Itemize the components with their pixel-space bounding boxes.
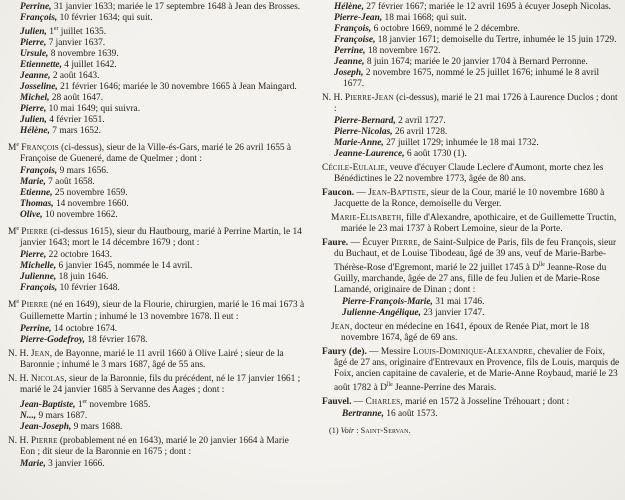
text-segment: 18 mai 1668; qui suit.	[382, 13, 467, 23]
text-segment: 2 août 1643.	[50, 71, 100, 82]
text-segment: 23 janvier 1747.	[420, 308, 485, 319]
text-segment: , sieur de la Baronnie, fils du précédent, né le 17 janvier 1661 ; marié le 24 janvier 1685 à Servanne des Aages ; dont :	[20, 373, 301, 395]
entry-child	[322, 24, 620, 35]
entry-family	[322, 238, 620, 296]
text-segment: Pierre-François-Marie,	[342, 297, 433, 308]
entry-child	[8, 199, 306, 210]
text-segment: Perrine,	[334, 46, 366, 56]
text-segment: Fauvel.	[322, 397, 352, 408]
text-segment: 9 mars 1688.	[71, 421, 123, 432]
entry-child	[322, 57, 620, 68]
entry-family	[322, 188, 620, 210]
entry-child	[8, 250, 306, 261]
text-segment: 7 mars 1652.	[49, 126, 101, 137]
text-segment: Michel,	[20, 93, 50, 104]
text-segment: Ursule,	[20, 49, 49, 60]
text-segment: 10 février 1648.	[57, 283, 120, 294]
text-segment: Jean-Baptiste	[368, 188, 427, 198]
entry-child	[8, 177, 306, 188]
text-segment: 4 juillet 1642.	[61, 60, 117, 71]
text-segment: 26 avril 1728.	[392, 127, 448, 137]
entry-para	[8, 297, 306, 322]
text-segment: Julien,	[20, 27, 47, 38]
text-segment: —	[354, 188, 369, 198]
text-segment: Faucon.	[322, 188, 355, 198]
entry-child2	[322, 409, 620, 420]
text-segment: Jean-Joseph,	[20, 421, 72, 432]
text-segment: Jeanne,	[20, 71, 51, 82]
text-segment: 2 avril 1727.	[395, 116, 446, 126]
text-segment: 6 janvier 1645, nommée le 14 avril.	[56, 261, 193, 272]
text-segment: François,	[20, 283, 58, 294]
text-segment: Pierre-Godefroy,	[20, 334, 85, 345]
text-segment: Pierre-Jean	[344, 93, 394, 103]
entry-para2	[322, 322, 620, 344]
text-segment: 21 février 1646; mariée le 30 novembre 1665 à Jean Maingard.	[57, 82, 297, 93]
text-segment: 8 juin 1674; mariée le 20 janvier 1704 à Bernard Perronne.	[364, 57, 588, 67]
text-segment: Saint-Servan	[360, 426, 409, 436]
entry-child	[8, 188, 306, 199]
text-segment: 6 octobre 1669, nommé le 2 décembre.	[371, 24, 520, 34]
entry-child	[8, 166, 306, 177]
entry-child	[8, 93, 306, 104]
text-segment: Pierre	[21, 300, 48, 311]
entry-child	[8, 38, 306, 49]
text-segment: — Écuyer	[348, 238, 392, 248]
entry-child2	[322, 297, 620, 308]
text-segment: Pierre	[30, 435, 58, 446]
text-segment: , fille d'Alexandre, apothicaire, et de Guillemette Tructin, mariée le 23 mai 1737 à Robert Lemoine, sieur de la Porte.	[341, 213, 617, 234]
text-segment: 18 février 1678.	[85, 334, 148, 345]
text-segment: N. H.	[322, 93, 345, 103]
entry-para	[8, 436, 306, 458]
text-segment: Marie,	[20, 177, 46, 188]
entry-child	[322, 35, 620, 46]
text-segment: 4 février 1651.	[46, 115, 105, 126]
entry-child	[8, 324, 306, 335]
text-segment: novembre 1685.	[87, 399, 151, 410]
entry-child	[8, 71, 306, 82]
entry-child	[8, 210, 306, 221]
text-segment: e	[16, 299, 19, 306]
entry-child	[8, 335, 306, 346]
text-segment: Julien,	[20, 115, 47, 126]
right-column	[322, 2, 620, 436]
text-segment: er	[53, 26, 59, 32]
text-segment: 1	[75, 399, 83, 410]
text-segment: 14 novembre 1660.	[53, 199, 129, 210]
text-segment: (né en 1649), sieur de la Flourie, chirurgien, marié le 16 mai 1673 à Guillemette Martin ; inhumé le 13 novembre 1678. Il eut :	[20, 300, 305, 322]
text-segment: 18 juin 1646.	[56, 272, 109, 283]
text-segment: Pierre-Nicolas,	[334, 127, 393, 137]
text-segment: 31 janvier 1633; mariée le 17 septembre 1648 à Jean des Brosses.	[51, 2, 301, 12]
text-segment: Voir	[340, 426, 355, 436]
text-segment: e	[16, 142, 19, 149]
text-segment: Jean	[30, 348, 50, 359]
entry-child	[8, 82, 306, 93]
footnote	[329, 425, 620, 436]
entry-child	[322, 116, 620, 127]
text-segment: — Messire	[366, 347, 413, 358]
text-segment: Marie-Elisabeth	[331, 213, 402, 223]
entry-child	[322, 127, 620, 138]
text-segment: 9 mars 1687.	[36, 410, 88, 421]
text-segment: 16 août 1573.	[383, 409, 438, 420]
text-segment: 25 novembre 1659.	[52, 188, 128, 199]
text-segment: Hélène,	[334, 2, 364, 12]
text-segment: 18 janvier 1671; demoiselle du Tertre, inhumée le 15 juin 1729.	[375, 35, 617, 45]
text-segment: Jean	[331, 322, 350, 333]
text-segment: 14 octobre 1674.	[51, 323, 118, 334]
entry-child	[322, 46, 620, 57]
entry-child	[8, 60, 306, 71]
text-segment: 27 février 1667; mariée le 12 avril 1695 à écuyer Joseph Nicolas.	[363, 2, 612, 12]
text-segment: Hélène,	[20, 126, 50, 137]
entry-child	[8, 261, 306, 272]
entry-child	[8, 104, 306, 115]
entry-child2	[322, 308, 620, 319]
text-segment: Etienne,	[20, 188, 53, 199]
text-segment: (probablement né en 1643), marié le 20 janvier 1664 à Marie Eon ; dit sieur de la Baronnie en 1675 ; dont :	[20, 435, 289, 457]
text-segment: Perrine,	[20, 323, 52, 334]
text-segment: Perrine,	[20, 2, 52, 12]
text-segment: , docteur en médecine en 1641, époux de Renée Piat, mort le 18 novembre 1674, âgé de 69 ans.	[341, 322, 590, 344]
text-segment: Marie,	[20, 458, 46, 469]
text-segment: Nicolas	[30, 373, 65, 384]
text-segment: Olive,	[20, 210, 43, 221]
text-segment: 10 novembre 1662.	[42, 210, 118, 221]
text-segment: Pierre,	[20, 104, 47, 115]
entry-child	[8, 126, 306, 137]
text-segment: François,	[334, 24, 372, 34]
entry-child	[322, 2, 620, 13]
text-segment: N...,	[20, 410, 37, 421]
entry-child	[322, 68, 620, 90]
entry-child	[8, 24, 306, 38]
text-segment: Thomas,	[20, 199, 54, 210]
left-column	[8, 2, 306, 470]
entry-child	[8, 49, 306, 60]
text-segment: (1)	[329, 426, 341, 436]
entry-para	[8, 349, 306, 371]
text-segment: lle	[539, 262, 545, 268]
entry-para	[322, 93, 620, 115]
text-segment: Françoise,	[334, 35, 376, 45]
text-segment: 2 novembre 1675, nommé le 25 juillet 1676; inhumé le 8 avril 1677.	[343, 68, 600, 89]
text-segment: 6 août 1730 (1).	[404, 149, 467, 159]
text-segment: , veuve d'écuyer Claude Leclere d'Aumont, morte chez les Bénédictines le 22 novembre 1773, âgée de 80 ans.	[334, 163, 604, 184]
text-segment: Jeanne-Laurence,	[334, 149, 405, 159]
entry-child	[8, 422, 306, 433]
text-segment: (ci-dessus), marié le 21 mai 1726 à Laurence Duclos ; dont :	[334, 93, 618, 114]
text-segment: François,	[20, 166, 58, 177]
entry-child	[8, 397, 306, 411]
text-segment: 28 août 1647.	[49, 93, 104, 104]
text-segment: Julienne-Angélique,	[342, 308, 421, 319]
text-segment: —	[351, 397, 366, 408]
text-segment: 3 janvier 1666.	[45, 458, 105, 469]
text-segment: :	[354, 426, 361, 436]
entry-para	[322, 163, 620, 185]
text-segment: M	[8, 143, 17, 154]
text-segment: Charles	[365, 397, 401, 408]
entry-family	[322, 397, 620, 408]
text-segment: , de Bayonne, marié le 11 avril 1660 à Olive Lairé ; sieur de la Baronnie ; inhumé le 3 mars 1687, âgé de 55 ans.	[20, 348, 284, 370]
text-segment: , marié en 1572 à Josseline Tréhouart ; dont :	[400, 397, 570, 408]
text-segment: M	[8, 300, 17, 311]
text-segment: Jeanne-Perrine des Marais.	[392, 383, 497, 394]
text-segment: , chevalier de Foix, âgé de 27 ans, originaire d'Entrevaux en Provence, fils de Louis, marquis de Foix, ancien capitaine de cavalerie, et de Marie-Anne Roybaud, marié le 23 août 1782 à D	[334, 347, 620, 394]
text-segment: 10 février 1634; qui suit.	[57, 13, 153, 23]
text-segment: Pierre,	[20, 38, 47, 49]
text-segment: (ci-dessus), sieur de la Ville-és-Gars, marié le 26 avril 1655 à Françoise de Gueneré, dame de Quelmer ; dont :	[20, 143, 292, 165]
text-segment: Josseline,	[20, 82, 58, 93]
text-segment: Jean-Baptiste,	[20, 399, 76, 410]
text-segment: Pierre,	[20, 250, 47, 261]
text-segment: Jeanne,	[334, 57, 365, 67]
text-segment: 18 novembre 1672.	[365, 46, 441, 56]
text-segment: Bertranne,	[342, 409, 384, 420]
text-segment: lle	[386, 382, 393, 389]
entry-child	[8, 2, 306, 13]
text-segment: N. H.	[8, 373, 31, 384]
text-segment: François	[21, 143, 59, 154]
text-segment: 27 juillet 1729; inhumée le 18 mai 1732.	[383, 138, 539, 148]
entry-para	[8, 374, 306, 396]
text-segment: 8 novembre 1639.	[48, 49, 119, 60]
text-segment: Pierre-Bernard,	[334, 116, 396, 126]
text-segment: Faure.	[322, 238, 349, 248]
text-segment: N. H.	[8, 348, 31, 359]
text-segment: 7 août 1658.	[45, 177, 95, 188]
text-segment: Joseph,	[334, 68, 364, 78]
text-segment: Jeanne-Rose du Guilly, marchande, âgée de 27 ans, fille de feu Julien et de Marie-Rose Lamandé, originaire de Dinan ; dont :	[334, 263, 607, 296]
text-segment: Cécile-Eulalie	[322, 163, 385, 173]
text-segment: Louis-Dominique-Alexandre	[412, 347, 533, 358]
text-segment: Faury (de).	[322, 347, 367, 358]
text-segment: e	[16, 226, 19, 233]
entry-para	[8, 224, 306, 249]
text-segment: Pierre	[21, 227, 48, 238]
text-segment: N. H.	[8, 435, 31, 446]
entry-child	[8, 272, 306, 283]
text-segment: 9 mars 1656.	[57, 166, 109, 177]
text-segment: 10 mai 1649; qui suivra.	[46, 104, 141, 115]
entry-child	[8, 411, 306, 422]
text-segment: Pierre	[391, 238, 418, 248]
text-segment: Michelle,	[20, 261, 57, 272]
text-segment: .	[408, 426, 411, 436]
text-segment: Marie-Anne,	[334, 138, 384, 148]
entry-para	[8, 140, 306, 165]
entry-child	[8, 459, 306, 470]
text-segment: 22 octobre 1643.	[46, 250, 112, 261]
entry-para2	[322, 213, 620, 235]
entry-child	[8, 115, 306, 126]
entry-child	[8, 13, 306, 24]
entry-family	[322, 347, 620, 394]
text-segment: , de Saint-Sulpice de Paris, fils de feu François, sieur du Buchaut, et de Louise Tibodeau, âgé de 39 ans, veuf de Marie-Barbe-Thérèse-Rose d'Egremont, marié le 22 juillet 1745 à D	[334, 238, 617, 274]
text-segment: François,	[20, 13, 58, 23]
text-segment: M	[8, 227, 17, 238]
text-segment: 31 mai 1746.	[432, 297, 485, 308]
text-segment: juillet 1635.	[58, 27, 107, 38]
text-segment: 7 janvier 1637.	[46, 38, 106, 49]
text-segment: Julienne,	[20, 272, 57, 283]
entry-child	[8, 283, 306, 294]
text-segment: er	[82, 398, 88, 405]
text-segment: Pierre-Jean,	[334, 13, 383, 23]
entry-child	[322, 149, 620, 160]
text-segment: , sieur de la Cour, marié le 10 novembre 1680 à Jacquette de la Ronce, demoiselle du Verger.	[334, 188, 605, 209]
entry-child	[322, 138, 620, 149]
text-segment: 1	[46, 27, 54, 38]
entry-child	[322, 13, 620, 24]
text-segment: (ci-dessus 1615), sieur du Hautbourg, marié à Perrine Martin, le 14 janvier 1643; mort le 14 décembre 1679 ; dont :	[20, 227, 302, 249]
text-segment: Etiennette,	[20, 60, 62, 71]
